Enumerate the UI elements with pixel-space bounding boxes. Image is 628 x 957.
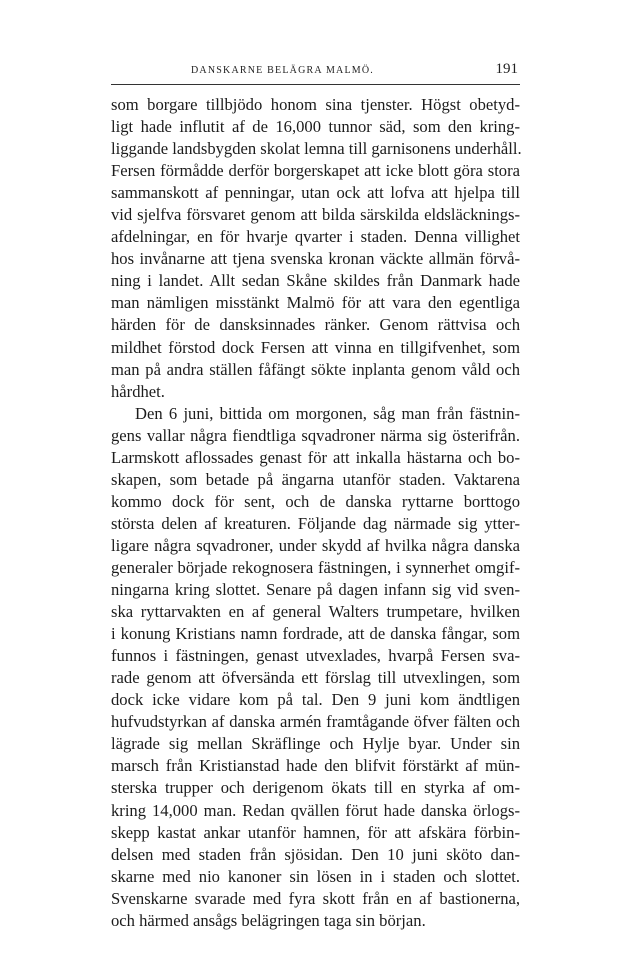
text-line: hufvudstyrkan af danska armén framtågande öfver fälten och — [111, 712, 520, 732]
text-line: funnos i fästningen, genast utvexlades, hvarpå Fersen sva- — [111, 646, 520, 666]
text-line: afdelningar, en för hvarje qvarter i staden. Denna villighet — [111, 227, 520, 247]
text-line: skapen, som betade på ängarna utanför staden. Vaktarena — [111, 469, 520, 489]
text-line: man nämligen misstänkt Malmö för att vara den egentliga — [111, 293, 520, 313]
text-line: skepp kastat ankar utanför hamnen, för att afskära förbin- — [111, 822, 520, 842]
text-line: ningarna kring slottet. Senare på dagen infann sig vid sven- — [111, 580, 520, 600]
paragraph — [111, 94, 520, 403]
text-line: och härmed ansågs belägringen taga sin början. — [111, 910, 426, 930]
page-number: 191 — [495, 61, 518, 77]
page-header — [111, 60, 520, 85]
text-line: härden för de dansksinnades ränker. Genom rättvisa och — [111, 315, 520, 335]
text-line: liggande landsbygden skolat lemna till garnisonens underhåll. — [111, 139, 522, 159]
text-line: rade genom att öfversända ett förslag till utvexlingen, som — [111, 668, 520, 688]
text-line: hårdhet. — [111, 381, 165, 401]
text-line: man på andra ställen fåfängt sökte inplanta genom våld och — [111, 359, 520, 379]
text-line: ligare några sqvadroner, under skydd af hvilka några danska — [111, 535, 520, 555]
text-line: i konung Kristians namn fordrade, att de danska fångar, som — [111, 624, 520, 644]
text-line: generaler började rekognosera fästningen, i synnerhet omgif- — [111, 557, 520, 577]
text-line: sterska trupper och derigenom ökats till en styrka af om- — [111, 778, 520, 798]
text-line: sammanskott af penningar, utan ock att lofva att hjelpa till — [111, 183, 520, 203]
text-line: marsch från Kristianstad hade den blifvit förstärkt af mün- — [111, 756, 520, 776]
text-line: vid sjelfva försvaret genom att bilda särskilda eldsläcknings- — [111, 205, 520, 225]
text-line: ning i landet. Allt sedan Skåne skildes från Danmark hade — [111, 271, 520, 291]
text-line: skarne med nio kanoner sin lösen in i staden och slottet. — [111, 866, 520, 886]
text-line: ligt hade influtit af de 16,000 tunnor säd, som den kring- — [111, 117, 520, 137]
running-title: DANSKARNE BELÄGRA MALMÖ. — [191, 65, 374, 76]
text-line: hos invånarne att tjena svenska kronan väckte allmän förvå- — [111, 249, 520, 269]
text-line: kommo dock för sent, och de danska ryttarne borttogo — [111, 491, 520, 511]
text-line: Fersen förmådde derför borgerskapet att icke blott göra stora — [111, 161, 520, 181]
text-line: gens vallar några fiendtliga sqvadroner närma sig österifrån. — [111, 425, 520, 445]
text-line: delsen med staden från sjösidan. Den 10 juni sköto dan- — [111, 844, 520, 864]
text-line: Den 6 juni, bittida om morgonen, såg man från fästnin- — [135, 403, 520, 423]
text-line: lägrade sig mellan Skräflinge och Hylje byar. Under sin — [111, 734, 520, 754]
text-line: Svenskarne svarade med fyra skott från en af bastionerna, — [111, 888, 520, 908]
text-line: ska ryttarvakten en af general Walters trumpetare, hvilken — [111, 602, 520, 622]
text-line: Larmskott aflossades genast för att inkalla hästarna och bo- — [111, 447, 520, 467]
text-line: mildhet förstod dock Fersen att vinna en tillgifvenhet, som — [111, 337, 520, 357]
text-line: dock icke vidare kom på tal. Den 9 juni kom ändtligen — [111, 690, 520, 710]
body-text — [111, 94, 520, 932]
text-line: största delen af kreaturen. Följande dag närmade sig ytter- — [111, 513, 520, 533]
text-line: som borgare tillbjödo honom sina tjenster. Högst obetyd- — [111, 95, 520, 114]
text-line: kring 14,000 man. Redan qvällen förut hade danska örlogs- — [111, 800, 520, 820]
paragraph — [111, 403, 520, 932]
